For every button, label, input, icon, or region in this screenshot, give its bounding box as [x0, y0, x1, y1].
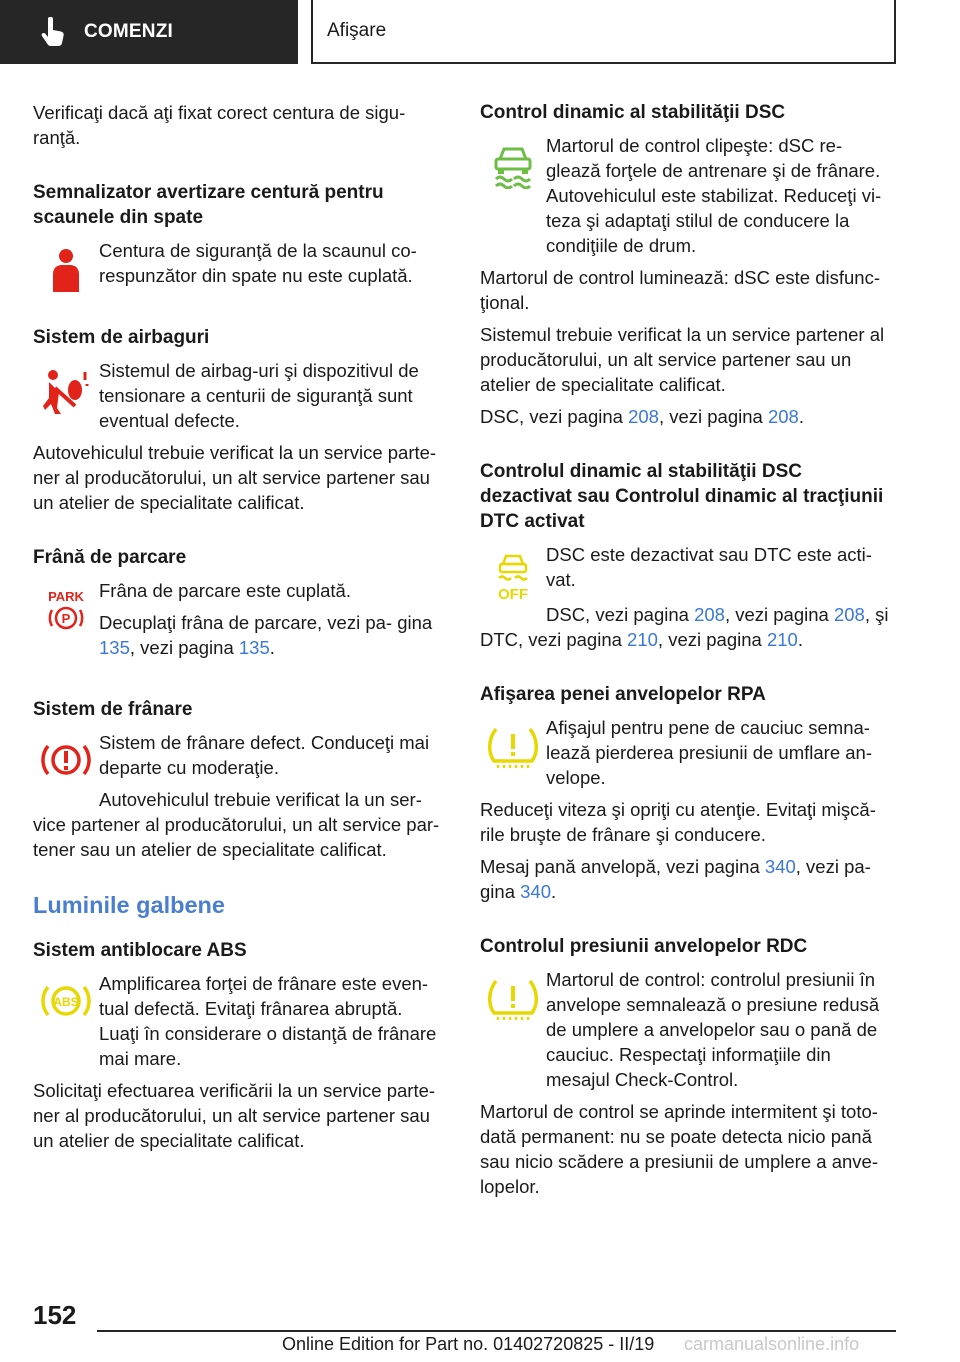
page-link-340[interactable]: 340 [764, 856, 796, 877]
brake-system-text: Sistem de frânare defect. Conduceţi mai departe cu moderaţie. [99, 732, 430, 778]
airbag-warning-icon [41, 368, 91, 416]
tire-pressure-rpa-icon [486, 725, 540, 769]
brake-service-text: Autovehiculul trebuie verificat la un ser- vice partener al producătorului, un alt service par- tener sau un atelier de specialitate calificat. [33, 789, 440, 860]
tire-pressure-rdc-icon [486, 977, 540, 1021]
rdc-flashing-text: Martorul de control se aprinde intermitent şi toto- dată permanent: nu se poate detecta nicio pană sau nicio scădere a presiunii de umplere a anve- lopelor. [480, 1101, 878, 1197]
svg-text:OFF: OFF [498, 586, 528, 602]
abs-text: Amplificarea forţei de frânare este even- tual defectă. Evitaţi frânarea abruptă. Luaţi în considerare o distanţă de frânare mai mare. [99, 973, 437, 1069]
page-link-208[interactable]: 208 [628, 406, 659, 427]
rpa-advice-text: Reduceţi viteza şi opriţi cu atenţie. Evitaţi mişcă- rile bruşte de frânare şi conducere. [480, 799, 876, 845]
dsc-service-text: Sistemul trebuie verificat la un service partener al producătorului, un alt service partener sau un atelier de specialitate calificat. [480, 324, 885, 395]
page-link-208[interactable]: 208 [767, 406, 799, 427]
section-label: Afişare [327, 20, 387, 41]
svg-text:P: P [61, 611, 71, 626]
belt-rear-text: Centura de siguranţă de la scaunul co- respunzător din spate nu este cuplată. [99, 240, 417, 286]
rdc-text: Martorul de control: controlul presiunii în anvelope semnalează o presiune redusă de umplere a anvelopelor sau o pană de cauciuc. Respectaţi informaţiile din mesajul Check-Control. [546, 969, 880, 1090]
belt-rear-row [33, 238, 447, 295]
park-brake-icon [44, 588, 88, 632]
yellow-lights-title: Luminile galbene [33, 892, 225, 918]
rpa-row [480, 715, 896, 797]
hand-pointer-icon [40, 17, 66, 47]
edition-text: Online Edition for Part no. 01402720825 - II/19 [282, 1334, 655, 1354]
park-brake-release-text: Decuplaţi frâna de parcare, vezi pa- gina 135, vezi pagina 135. [99, 612, 433, 658]
dsc-off-refs-text: DSC, vezi pagina 208, vezi pagina 208, şi DTC, vezi pagina 210, vezi pagina 210. [480, 604, 889, 650]
airbag-text: Sistemul de airbag-uri şi dispozitivul de tensionare a centurii de siguranţă sunt eventual defecte. [99, 360, 419, 431]
dsc-malfunction-text: Martorul de control luminează: dSC este disfunc- ţional. [480, 267, 880, 313]
right-column [480, 100, 896, 1206]
seatbelt-rear-warning-icon [49, 248, 83, 292]
abs-warning-icon [40, 981, 92, 1021]
park-brake-text: Frâna de parcare este cuplată. [99, 580, 351, 601]
dsc-off-row [480, 542, 896, 602]
footer-divider [97, 1330, 896, 1332]
page-link-340[interactable]: 340 [520, 881, 551, 902]
abs-row [33, 971, 447, 1078]
page-link-135[interactable]: 135 [99, 637, 130, 658]
dsc-off-text: DSC este dezactivat sau DTC este acti- vat. [546, 544, 872, 590]
dsc-icon [490, 143, 536, 189]
page-link-135[interactable]: 135 [238, 637, 270, 658]
brake-system-warning-icon [41, 740, 91, 780]
brake-system-heading: Sistem de frânare [33, 699, 193, 720]
park-brake-row [33, 578, 447, 667]
page-number: 152 [33, 1300, 77, 1330]
rpa-text: Afişajul pentru pene de cauciuc semna- lează pierderea presiunii de umflare an- velope. [546, 717, 872, 788]
rpa-refs-text: Mesaj pană anvelopă, vezi pagina 340, vezi pa- gina 340. [480, 856, 871, 902]
page-link-210[interactable]: 210 [627, 629, 658, 650]
rpa-heading: Afişarea penei anvelopelor RPA [480, 684, 766, 705]
dsc-text: Martorul de control clipeşte: dSC re- glează forţele de antrenare şi de frânare. Autovehiculul este stabilizat. Reduceţi vi- teza şi adaptaţi stilul de conducere la condiţiile de drum. [546, 135, 882, 256]
svg-text:PARK: PARK [48, 589, 84, 604]
belt-check-text: Verificaţi dacă aţi fixat corect centura de sigu- ranţă. [33, 102, 406, 148]
dsc-off-icon [493, 552, 533, 602]
dsc-refs-text: DSC, vezi pagina 208, vezi pagina 208. [480, 406, 804, 427]
watermark: carmanualsonline.info [684, 1334, 860, 1354]
section-tab[interactable] [311, 0, 896, 64]
airbag-heading: Sistem de airbaguri [33, 327, 210, 348]
page-link-208[interactable]: 208 [833, 604, 865, 625]
rdc-heading: Controlul presiunii anvelopelor RDC [480, 936, 808, 957]
rdc-row [480, 967, 896, 1099]
park-brake-heading: Frână de parcare [33, 547, 187, 568]
airbag-row [33, 358, 447, 440]
belt-rear-heading: Semnalizator avertizare centură pentru scaunele din spate [33, 182, 384, 228]
dsc-heading: Control dinamic al stabilităţii DSC [480, 102, 786, 123]
abs-heading: Sistem antiblocare ABS [33, 940, 247, 961]
left-column [33, 100, 447, 1160]
page-link-210[interactable]: 210 [766, 629, 798, 650]
svg-text:ABS: ABS [53, 995, 79, 1009]
chapter-label: COMENZI [84, 21, 174, 42]
dsc-off-heading: Controlul dinamic al stabilităţii DSC dezactivat sau Controlul dinamic al tracţiunii DTC activat [480, 461, 884, 532]
dsc-row [480, 133, 896, 265]
page-link-208[interactable]: 208 [694, 604, 725, 625]
abs-service-text: Solicitaţi efectuarea verificării la un service parte- ner al producătorului, un alt service partener sau un atelier de specialitate calificat. [33, 1080, 436, 1151]
chapter-tab[interactable] [0, 0, 298, 64]
airbag-service-text: Autovehiculul trebuie verificat la un service parte- ner al producătorului, un alt service partener sau un atelier de specialitate calificat. [33, 442, 437, 513]
brake-system-row [33, 730, 447, 787]
